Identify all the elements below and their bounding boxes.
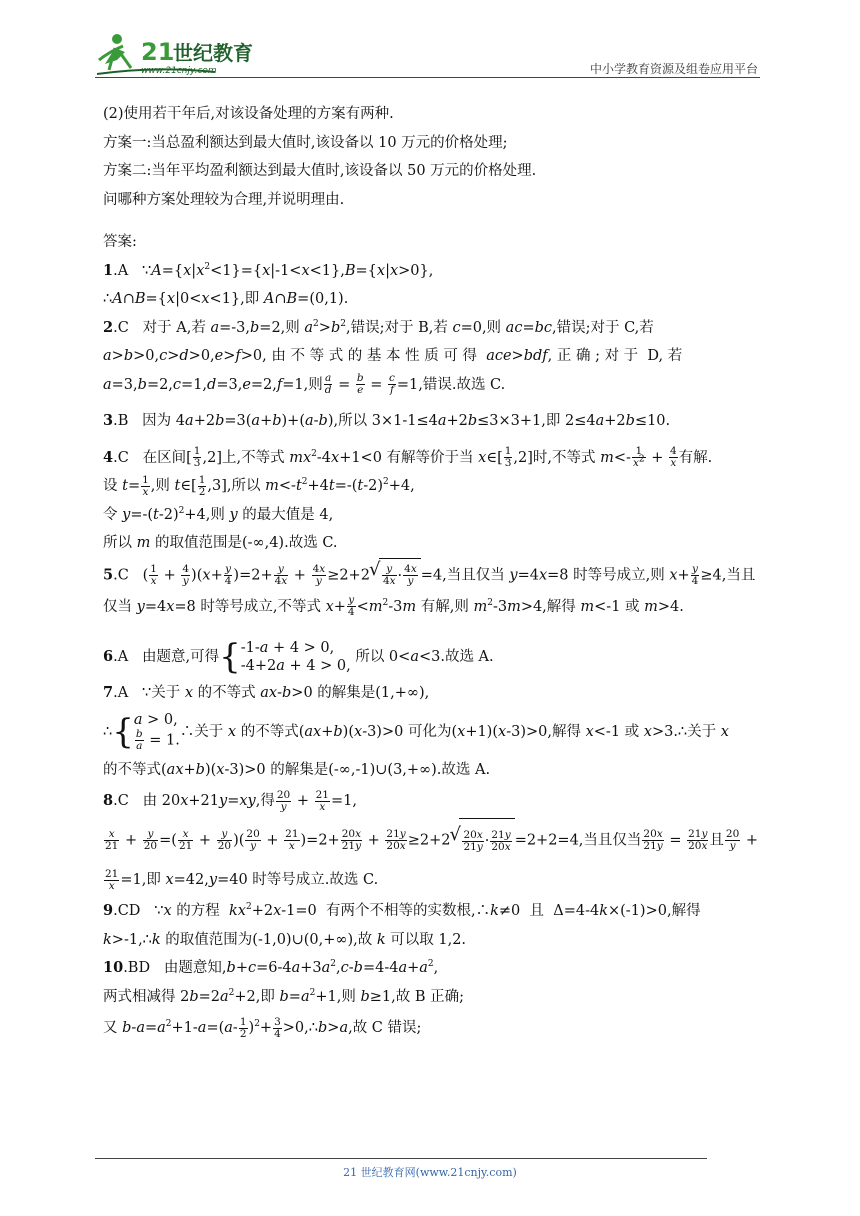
answer-1: 1.A $\because A=\{x|x^2<1\}=\{x|-1<x<1\},B=\{x|x>0\}$, [103, 261, 434, 279]
answers-heading: 答案: [103, 234, 137, 250]
svg-text:www.21cnjy.com: www.21cnjy.com [141, 66, 217, 76]
answer-3: 3.B 因为 4a+2b=3(a+b)+(a-b),所以 3×1-1≤4a+2b≤3×3+1,即 2≤4a+2b≤10. [103, 412, 671, 429]
footer-link[interactable]: 21 世纪教育网(www.21cnjy.com) [343, 1166, 517, 1179]
header-divider [95, 77, 760, 78]
site-name: 中小学教育资源及组卷应用平台 [589, 62, 758, 76]
answer-8: 8.C 由 20x+21y=xy,得 $\frac{20}{y}$ + $\frac{21}{x}$ =1, [103, 788, 357, 813]
answer-10: 10.BD 由题意知$,b+c=6-4a+3a^2,c-b=4-4a+a^2$, [103, 959, 439, 976]
intro-line: (2)使用若干年后,对该设备处理的方案有两种. [103, 106, 394, 122]
answer-4: 4.C 在区间[ $\frac{1}{3}$ ,2]上,不等式 $mx^2-4x+1<0$ 有解等价于当 x∈[ $\frac{1}{3}$ ,2]时,不等式 m<- $\frac{1}{x^2}$ + $\frac{4}{x}$ 有解. [103, 445, 713, 469]
answer-6: 6.A 由题意,可得{-1-a + 4 > 0, -4+2a + 4 > 0, 所以 0<a<3.故选 A. [103, 637, 494, 677]
svg-text:21: 21 [141, 38, 175, 66]
document-body: (2)使用若干年后,对该设备处理的方案有两种. 方案一:当总盈利额达到最大值时,该设备以 10 万元的价格处理; 方案二:当年平均盈利额达到最大值时,该设备以 50 万元的价格处理. 问哪种方案处理较为合理,并说明理由. 答案: 1.A $\because A=\{x|x^2<1\}=\{x|-1<x<1\},B=\{x|x>0\}$, ∴A∩B={x|0<x<1},即 A∩B=(0,1). 2.C 对于 A,若 a=-3,b=2,则 $a^2>b^2$,错误;对于 B,若 c=0,则 ac=bc,错误;对于 C,若 a>b>0,c>d>0,e>f>0, 由 不 等 式 的 基 本 性 质 可 得 ace>bdf, 正 确 ; 对 于 D, 若 a=3,b=2,c=1,d=3,e=2,f=1,则 $\frac{a}{d}$ = $\frac{b}{e}$ = $\frac{c}{f}$ =1,错误.故选 C. 3.B 因为 4a+2b=3(a+b)+(a-b),所以 3×1-1≤4a+2b≤3×3+1,即 2≤4a+2b≤10. 4.C 在区间[ $\frac{1}{3}$ ,2]上,不等式 $mx^2-4x+1<0$ 有解等价于当 x∈[ $\frac{1}{3}$ ,2]时,不等式 m<- $\frac{1}{x^2}$ + $\frac{4}{x}$ 有解. 设 t= $\frac{1}{x}$ ,则 t∈[ $\frac{1}{2}$ ,3],所以 $m<-t^2+4t=-(t-2)^2+4$, 令 $y=-(t-2)^2+4$,则 y 的最大值是 4, 所以 m 的取值范围是(-∞,4).故选 C. 5.C ( $\frac{1}{x}$ + $\frac{4}{y}$ )(x+ $\frac{y}{4}$ )=2+ $\frac{y}{4x}$ + $\frac{4x}{y}$ ≥2+2 √ $\frac{y}{4x}$ · $\frac{4x}{y}$ =4,当且仅当 y=4x=8 时等号成立,则 x+ $\frac{y}{4}$ ≥4,当且 仅当 y=4x=8 时等号成立,不等式 x+ $\frac{y}{4}$ $<m^2-3m$ 有解,则 $m^2-3m>4$,解得 m<-1 或 m>4. 6.A 由题意,可得{-1-a + 4 > 0, -4+2a + 4 > 0, 所以 0<a<3.故选 A. 7.A ∵关于 x 的不等式 ax-b>0 的解集是(1,+∞), ∴{a > 0, $\frac{b}{a}$ = 1.∴关于 x 的不等式(ax+b)(x-3)>0 可化为(x+1)(x-3)>0,解得 x<-1 或 x>3.∴关于 x 的不等式(ax+b)(x-3)>0 的解集是(-∞,-1)∪(3,+∞).故选 A. 8.C 由 20x+21y=xy,得 $\frac{20}{y}$ + $\frac{21}{x}$ =1, $\frac{x}{21}$ + $\frac{y}{20}$ =( $\frac{x}{21}$ + $\frac{y}{20}$ )( $\frac{20}{y}$ + $\frac{21}{x}$ )=2+ $\frac{20x}{21y}$ + $\frac{21y}{20x}$ ≥2+2 √ $\frac{20x}{21y}$ · $\frac{21y}{20x}$ =2+2=4,当且仅当 $\frac{20x}{21y}$ = $\frac{21y}{20x}$ 且 $\frac{20}{y}$ + $\frac{21}{x}$ =1,即 x=42,y=40 时等号成立.故选 C. 9.CD ∵x 的方程 $kx^2+2x-1=0$ 有两个不相等的实数根,∴k≠0 且 Δ=4-4k×(-1)>0,解得 k>-1,∴k 的取值范围为(-1,0)∪(0,+∞),故 k 可以取 1,2. 10.BD 由题意知$,b+c=6-4a+3a^2,c-b=4-4a+a^2$, 两式相减得 $2b=2a^2+2$,即 $b=a^2+1$,则 b≥1,故 B 正确; 又 $b-a=a^2+1-a=(a-$ $\frac{1}{2}$ )$^2$+ $\frac{3}{4}$ >0,∴b>a,故 C 错误; [103, 100, 763, 1045]
answer-2: 2.C 对于 A,若 a=-3,b=2,则 $a^2>b^2$,错误;对于 B,若 c=0,则 ac=bc,错误;对于 C,若 [103, 318, 654, 336]
footer-divider [95, 1158, 707, 1159]
logo-icon [95, 30, 265, 78]
intro-line: 方案一:当总盈利额达到最大值时,该设备以 10 万元的价格处理; [103, 134, 508, 151]
svg-text:世纪教育: 世纪教育 [173, 41, 253, 65]
page-header [95, 30, 760, 78]
answer-5: 5.C ( $\frac{1}{x}$ + $\frac{4}{y}$ )(x+ $\frac{y}{4}$ )=2+ $\frac{y}{4x}$ + $\frac{4x}{y}$ ≥2+2 √ $\frac{y}{4x}$ · $\frac{4x}{y}$ =4,当且仅当 y=4x=8 时等号成立,则 x+ $\frac{y}{4}$ ≥4,当且 [103, 558, 763, 593]
intro-line: 问哪种方案处理较为合理,并说明理由. [103, 191, 345, 208]
intro-line: 方案二:当年平均盈利额达到最大值时,该设备以 50 万元的价格处理. [103, 163, 537, 179]
answer-9: 9.CD ∵x 的方程 $kx^2+2x-1=0$ 有两个不相等的实数根,∴k≠0 且 Δ=4-4k×(-1)>0,解得 [103, 902, 701, 919]
answer-7: 7.A ∵关于 x 的不等式 ax-b>0 的解集是(1,+∞), [103, 684, 430, 701]
